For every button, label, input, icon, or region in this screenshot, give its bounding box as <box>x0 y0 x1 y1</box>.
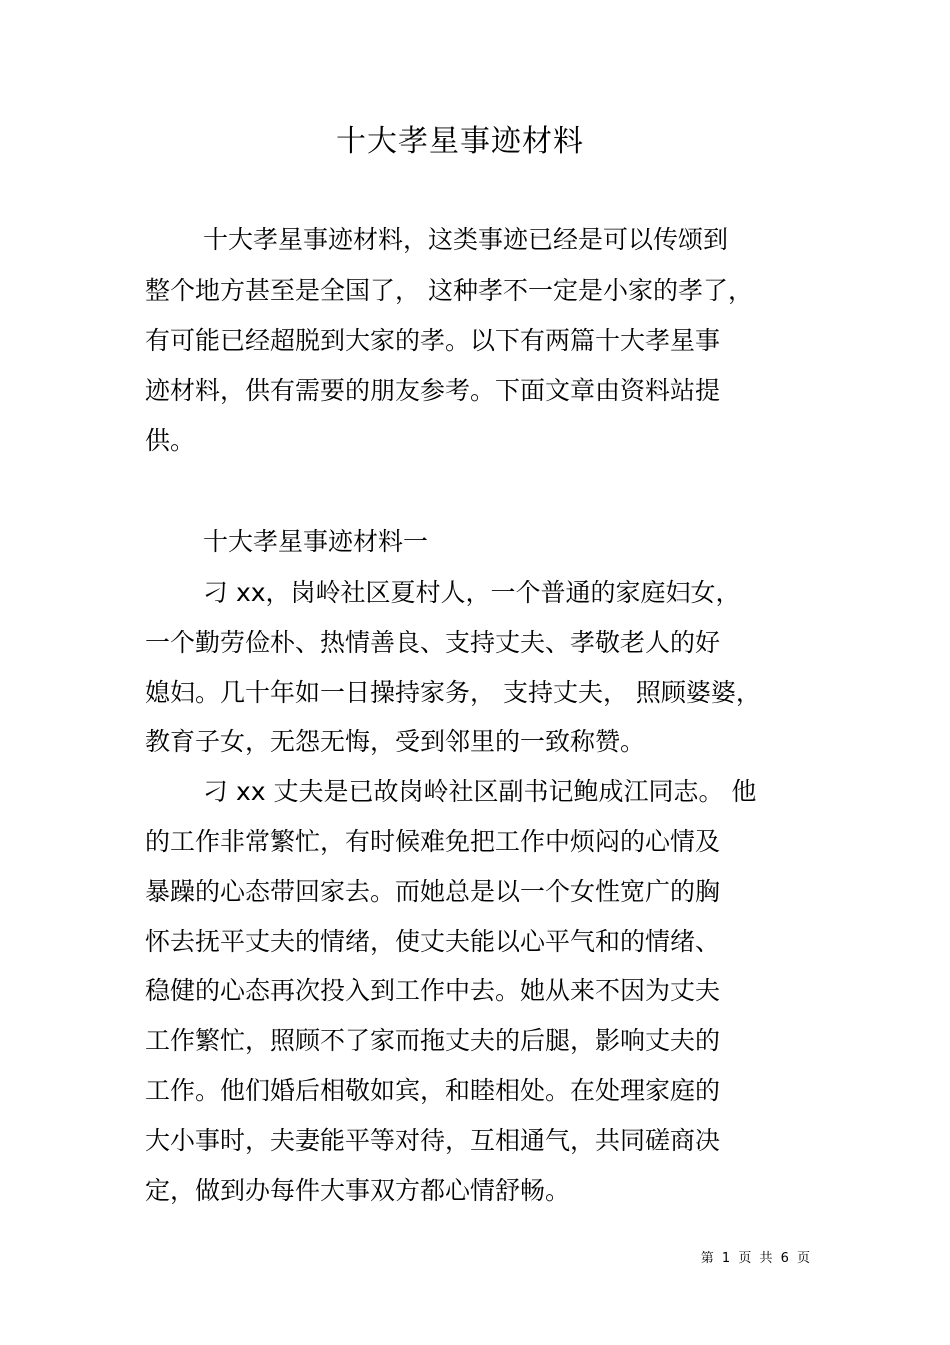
paragraph-line: 媳妇。几十年如一日操持家务， 支持丈夫， 照顾婆婆， <box>145 678 761 707</box>
paragraph-line: 刁 xx，岗岭社区夏村人，一个普通的家庭妇女， <box>203 578 741 607</box>
intro-line: 十大孝星事迹材料，这类事迹已经是可以传颂到 <box>203 225 729 254</box>
paragraph-line: 怀去抚平丈夫的情绪，使丈夫能以心平气和的情绪、 <box>145 927 721 956</box>
page-number-footer: 第 1 页 共 6 页 <box>700 1251 810 1266</box>
paragraph-line: 工作繁忙，照顾不了家而拖丈夫的后腿，影响丈夫的 <box>145 1026 721 1055</box>
intro-line: 有可能已经超脱到大家的孝。以下有两篇十大孝星事 <box>145 326 721 355</box>
paragraph-line: 教育子女，无怨无悔，受到邻里的一致称赞。 <box>145 727 646 756</box>
paragraph-line: 一个勤劳俭朴、热情善良、支持丈夫、孝敬老人的好 <box>145 628 721 657</box>
paragraph-line: 暴躁的心态带回家去。而她总是以一个女性宽广的胸 <box>145 877 721 906</box>
paragraph-line: 稳健的心态再次投入到工作中去。她从来不因为丈夫 <box>145 976 721 1005</box>
intro-line: 迹材料，供有需要的朋友参考。下面文章由资料站提 <box>145 376 721 405</box>
paragraph-line: 工作。他们婚后相敬如宾，和睦相处。在处理家庭的 <box>145 1076 721 1105</box>
section-heading: 十大孝星事迹材料一 <box>203 527 429 556</box>
document-title: 十大孝星事迹材料 <box>336 124 584 159</box>
intro-line: 整个地方甚至是全国了， 这种孝不一定是小家的孝了， <box>145 276 753 305</box>
intro-line: 供。 <box>145 426 196 455</box>
paragraph-line: 大小事时，夫妻能平等对待，互相通气，共同磋商决 <box>145 1126 721 1155</box>
paragraph-line: 定，做到办每件大事双方都心情舒畅。 <box>145 1176 571 1205</box>
paragraph-line: 的工作非常繁忙，有时候难免把工作中烦闷的心情及 <box>145 827 721 856</box>
paragraph-line: 刁 xx 丈夫是已故岗岭社区副书记鲍成江同志。 他 <box>203 777 757 806</box>
